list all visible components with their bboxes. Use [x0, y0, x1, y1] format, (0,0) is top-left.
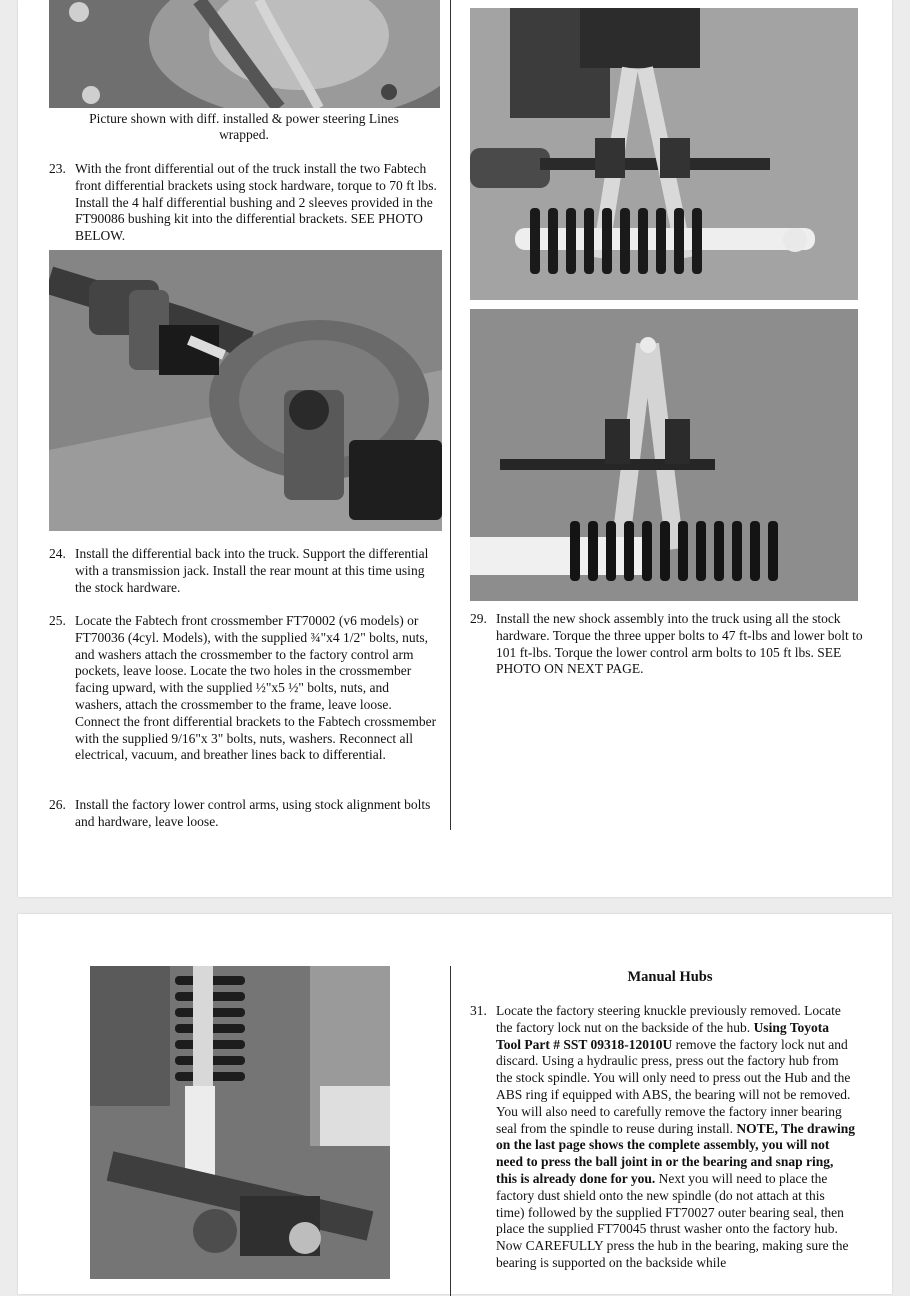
step-number: 29. — [470, 611, 487, 626]
step-text: Install the factory lower control arms, using stock alignment bolts and hardware, leave loose. — [75, 797, 431, 829]
step-number: 26. — [49, 797, 66, 812]
photo-caption: Picture shown with diff. installed & power steering Lines wrapped. — [89, 111, 399, 142]
step-31 — [470, 1003, 855, 1272]
step-number: 23. — [49, 161, 66, 176]
differential-installed-photo — [49, 0, 440, 108]
column-divider — [450, 966, 451, 1296]
step-text — [496, 1003, 855, 1272]
installed-shock-photo — [90, 966, 390, 1279]
step-number: 24. — [49, 546, 66, 561]
tool-part-bold: Using Toyota Tool Part # SST 09318-12010U — [496, 1019, 829, 1052]
step-29 — [470, 611, 865, 678]
manual-page-1 — [18, 0, 892, 897]
section-heading: Manual Hubs — [627, 969, 713, 985]
step-25 — [49, 613, 439, 764]
text-run: Next you will need to place the factory dust shield onto the new spindle (do not attach at this time) followed by the supplied FT70027 outer bearing seal, then place the supplied FT70045 thrust washer onto the factory hub. Now CAREFULLY press the hub in the bearing, making sure the bearing is supported on the backside while — [496, 1170, 849, 1270]
step-24 — [49, 546, 439, 596]
spring-compressor-photo-2 — [470, 309, 858, 601]
step-text: Install the new shock assembly into the truck using all the stock hardware. Torque the three upper bolts to 47 ft-lbs and lower bolt to 101 ft-lbs. Torque the lower control arm bolts to 105 ft lbs. SEE PHOTO ON NEXT PAGE. — [496, 611, 863, 677]
text-run: Locate the factory steering knuckle previously removed. Locate the factory lock nut on the backside of the hub. — [496, 1003, 841, 1035]
step-number: 31. — [470, 1003, 487, 1018]
text-run: remove the factory lock nut and discard. Using a hydraulic press, press out the factory hub from the stock spindle. You will only need to press out the Hub and the ABS ring if equipped with ABS, the bearing will not be removed. You will also need to carefully remove the factory inner bearing seal from the spindle to reuse during install. — [496, 1036, 851, 1136]
step-text: Install the differential back into the truck. Support the differential with a transmission jack. Install the rear mount at this time using the stock hardware. — [75, 546, 429, 595]
step-number: 25. — [49, 613, 66, 628]
column-divider — [450, 0, 451, 830]
step-text: With the front differential out of the truck install the two Fabtech front differential brackets using stock hardware, torque to 70 ft lbs. Install the 4 half differential bushing and 2 sleeves provided in the FT90086 bushing kit into the differential brackets. SEE PHOTO BELOW. — [75, 161, 437, 244]
spring-compressor-photo-1 — [470, 8, 858, 300]
step-text: Locate the Fabtech front crossmember FT70002 (v6 models) or FT70036 (4cyl. Models), with the supplied ¾"x4 1/2" bolts, nuts, and washers attach the crossmember to the factory control arm pockets, leave loose. Locate the two holes in the crossmember facing upward, with the supplied ½"x5 ½" bolts, nuts, and washers, attach the crossmember to the frame, leave loose. Connect the front differential brackets to the Fabtech crossmember with the supplied 9/16"x 3" bolts, nuts, washers. Reconnect all electrical, vacuum, and breather lines back to differential. — [75, 613, 437, 763]
differential-brackets-photo — [49, 250, 442, 531]
note-bold: NOTE, The drawing on the last page shows the complete assembly, you will not need to press the ball joint in or the bearing and snap ring, this is already done for you. — [496, 1120, 855, 1186]
step-23 — [49, 161, 439, 245]
manual-page-2 — [18, 914, 892, 1294]
step-26 — [49, 797, 439, 831]
